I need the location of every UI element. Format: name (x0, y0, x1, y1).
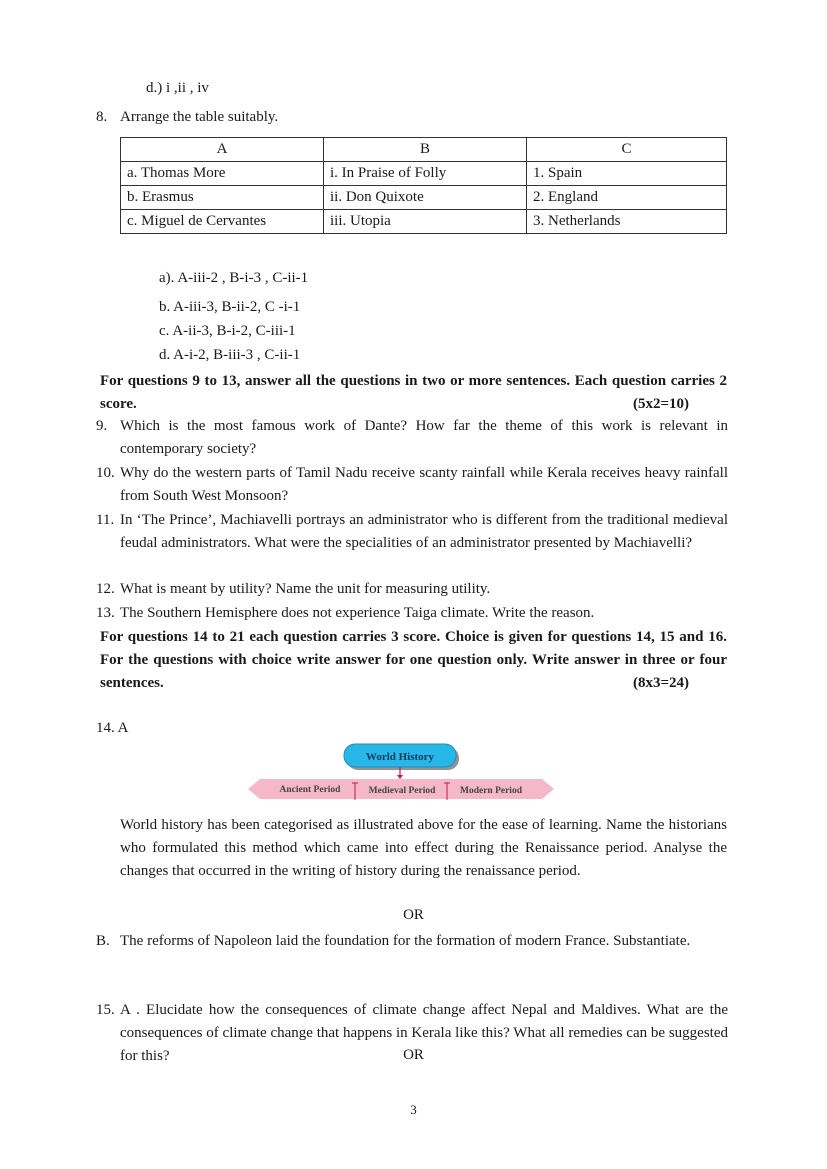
q8-option-b: b. A-iii-3, B-ii-2, C -i-1 (159, 299, 301, 315)
diagram-svg (248, 742, 554, 804)
question-text: The Southern Hemisphere does not experience Taiga climate. Write the reason. (120, 605, 595, 621)
modern-period-label: Modern Period (459, 786, 523, 796)
question-number: 15. (96, 1002, 115, 1018)
ancient-period-label: Ancient Period (279, 785, 341, 795)
question-number: 10. (96, 465, 115, 481)
table-header-row (121, 138, 727, 162)
question-text: A . Elucidate how the consequences of climate change affect Nepal and Maldives. What are the consequences of climate change that happens in Kerala like this? What all remedies can be suggested for this? (120, 1002, 728, 1064)
section-score: (5x2=10) (632, 396, 689, 412)
question-number: 12. (96, 581, 115, 597)
table-cell: 1. Spain (527, 162, 727, 186)
question-number: 11. (96, 512, 115, 528)
table-cell: c. Miguel de Cervantes (121, 210, 324, 234)
page-number: 3 (410, 1102, 417, 1117)
q8-option-c: c. A-ii-3, B-i-2, C-iii-1 (159, 323, 296, 339)
table-cell: 3. Netherlands (527, 210, 727, 234)
or-divider-2: OR (403, 1047, 424, 1063)
question-number: 13. (96, 605, 115, 621)
matching-table (120, 137, 727, 234)
table-cell: 2. England (527, 186, 727, 210)
table-cell: b. Erasmus (121, 186, 324, 210)
medieval-period-label: Medieval Period (368, 786, 436, 796)
table-cell: ii. Don Quixote (324, 186, 527, 210)
instruction-text: For questions 14 to 21 each question carries 3 score. Choice is given for questions 14, 15 and 16. For the questions with choice write answer for one question only. Write answer in three or four sentences. (100, 629, 727, 691)
question-number: 9. (96, 418, 108, 434)
q8-option-d: d. A-i-2, B-iii-3 , C-ii-1 (159, 347, 301, 363)
world-history-label: World History (365, 751, 435, 763)
q14-label: 14. A (96, 720, 129, 736)
question-text: Which is the most famous work of Dante? How far the theme of this work is relevant in contemporary society? (120, 418, 728, 457)
table-cell: i. In Praise of Folly (324, 162, 527, 186)
q14-text: World history has been categorised as illustrated above for the ease of learning. Name the historians who formulated this method which came into effect during the Renaissance period. Analyse the changes that occurred in the writing of history during the renaissance period. (120, 817, 727, 879)
question-text: The reforms of Napoleon laid the foundation for the formation of modern France. Substantiate. (120, 933, 691, 949)
table-cell: iii. Utopia (324, 210, 527, 234)
or-divider-1: OR (403, 907, 424, 923)
table-row (121, 186, 727, 210)
header-a: A (121, 138, 324, 162)
table-row (121, 162, 727, 186)
section-instruction-3 (100, 626, 727, 695)
question-11 (96, 509, 728, 555)
q8-text: Arrange the table suitably. (120, 109, 279, 125)
section-score: (8x3=24) (632, 675, 689, 691)
question-text: Why do the western parts of Tamil Nadu receive scanty rainfall while Kerala receives heavy rainfall from South West Monsoon? (120, 465, 728, 504)
header-c: C (527, 138, 727, 162)
question-12 (96, 578, 728, 601)
question-10 (96, 462, 728, 508)
instruction-text: For questions 9 to 13, answer all the questions in two or more sentences. Each question carries 2 score. (100, 373, 727, 412)
world-history-diagram (248, 742, 554, 804)
question-9 (96, 415, 728, 461)
question-14-b (96, 930, 728, 953)
question-13 (96, 602, 728, 625)
section-instruction-2 (100, 370, 727, 416)
header-b: B (324, 138, 527, 162)
question-text: In ‘The Prince’, Machiavelli portrays an administrator who is different from the traditional medieval feudal administrators. What were the specialities of an administrator presented by Machiavelli? (120, 512, 728, 551)
q7-option-d: d.) i ,ii , iv (146, 80, 209, 96)
question-number: B. (96, 933, 110, 949)
q8-number: 8. (96, 109, 108, 125)
table-row (121, 210, 727, 234)
question-text: What is meant by utility? Name the unit for measuring utility. (120, 581, 491, 597)
q8-option-a: a). A-iii-2 , B-i-3 , C-ii-1 (159, 270, 309, 286)
table-cell: a. Thomas More (121, 162, 324, 186)
